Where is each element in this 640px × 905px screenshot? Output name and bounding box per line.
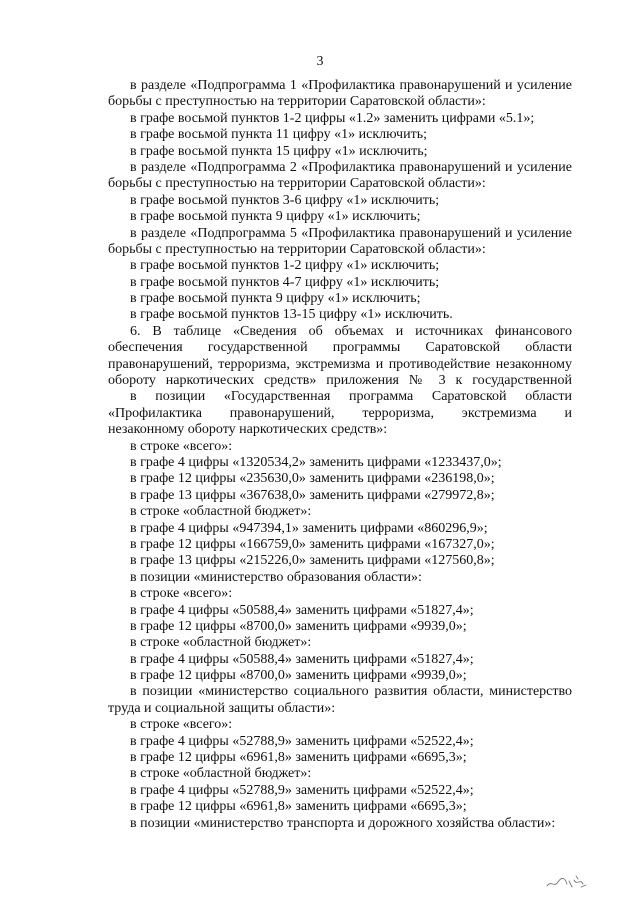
text-line: в строке «всего»: xyxy=(130,717,233,733)
text-line: в позиции «министерство образования области»: xyxy=(130,569,422,585)
text-line: в графе восьмой пункта 11 цифру «1» исключить; xyxy=(130,127,427,143)
text-line: в графе 12 цифры «6961,8» заменить цифрами «6695,3»; xyxy=(130,750,467,766)
text-line: в графе восьмой пунктов 13-15 цифру «1» исключить. xyxy=(130,307,453,323)
text-line: в графе 12 цифры «8700,0» заменить цифрами «9939,0»; xyxy=(130,668,467,684)
text-line: в разделе «Подпрограмма 1 «Профилактика правонарушений и усиление xyxy=(130,78,572,93)
text-line: в строке «областной бюджет»: xyxy=(130,766,312,782)
text-line: в графе 12 цифры «235630,0» заменить цифрами «236198,0»; xyxy=(130,471,495,487)
text-line: в строке «областной бюджет»: xyxy=(130,504,312,520)
text-line: в позиции «Государственная программа Саратовской области xyxy=(130,389,572,405)
text-line: в графе 4 цифры «52788,9» заменить цифрами «52522,4»; xyxy=(130,782,474,798)
text-line: в графе восьмой пункта 9 цифру «1» исключить; xyxy=(130,209,421,225)
text-line: правонарушений, терроризма, экстремизма и противодействие незаконному xyxy=(108,356,572,372)
text-line: в разделе «Подпрограмма 5 «Профилактика правонарушений и усиление xyxy=(130,225,572,241)
text-line: в графе восьмой пунктов 3-6 цифру «1» исключить; xyxy=(130,192,440,208)
text-line: труда и социальной защиты области»: xyxy=(108,700,336,716)
text-line: в позиции «министерство транспорта и дорожного хозяйства области»: xyxy=(130,815,556,831)
text-line: в графе восьмой пункта 15 цифру «1» исключить; xyxy=(130,143,428,159)
text-line: борьбы с преступностью на территории Саратовской области»: xyxy=(108,241,486,257)
text-line: обороту наркотических средств» приложения № 3 к государственной xyxy=(108,373,572,389)
text-line: в графе 4 цифры «50588,4» заменить цифрами «51827,4»; xyxy=(130,651,474,667)
text-line: борьбы с преступностью на территории Саратовской области»: xyxy=(108,176,486,192)
document-body xyxy=(108,78,572,832)
text-line: в графе восьмой пункта 9 цифру «1» исключить; xyxy=(130,291,421,307)
text-line: в графе восьмой пунктов 1-2 цифры «1.2» заменить цифрами «5.1»; xyxy=(130,110,535,126)
text-line: в строке «всего»: xyxy=(130,586,233,602)
text-line: в графе 4 цифры «52788,9» заменить цифрами «52522,4»; xyxy=(130,733,474,749)
text-line: в графе 4 цифры «947394,1» заменить цифрами «860296,9»; xyxy=(130,520,488,536)
text-line: в разделе «Подпрограмма 2 «Профилактика правонарушений и усиление xyxy=(130,159,572,175)
text-line: в графе 12 цифры «8700,0» заменить цифрами «9939,0»; xyxy=(130,618,467,634)
text-line: обеспечения государственной программы Саратовской области xyxy=(108,340,572,356)
text-line: в графе 4 цифры «50588,4» заменить цифрами «51827,4»; xyxy=(130,602,474,618)
text-line: в графе 13 цифры «215226,0» заменить цифрами «127560,8»; xyxy=(130,553,495,569)
text-line: в графе восьмой пунктов 1-2 цифру «1» исключить; xyxy=(130,258,440,274)
text-line: борьбы с преступностью на территории Саратовской области»: xyxy=(108,94,486,110)
text-line: в графе 12 цифры «6961,8» заменить цифрами «6695,3»; xyxy=(130,799,467,815)
text-line: в графе 4 цифры «1320534,2» заменить цифрами «1233437,0»; xyxy=(130,454,502,470)
text-line: в графе 12 цифры «166759,0» заменить цифрами «167327,0»; xyxy=(130,536,495,552)
text-line: в графе восьмой пунктов 4-7 цифру «1» исключить; xyxy=(130,274,440,290)
text-line: «Профилактика правонарушений, терроризма, экстремизма и xyxy=(108,405,572,421)
page-number: 3 xyxy=(316,54,324,69)
text-line: в графе 13 цифры «367638,0» заменить цифрами «279972,8»; xyxy=(130,487,495,503)
text-line: 6. В таблице «Сведения об объемах и источниках финансового xyxy=(130,323,572,339)
text-line: незаконному обороту наркотических средств»: xyxy=(108,422,388,438)
text-line: в строке «областной бюджет»: xyxy=(130,635,312,651)
text-line: в строке «всего»: xyxy=(130,438,233,454)
text-line: в позиции «министерство социального развития области, министерство xyxy=(130,684,572,700)
initials-mark xyxy=(545,872,589,892)
